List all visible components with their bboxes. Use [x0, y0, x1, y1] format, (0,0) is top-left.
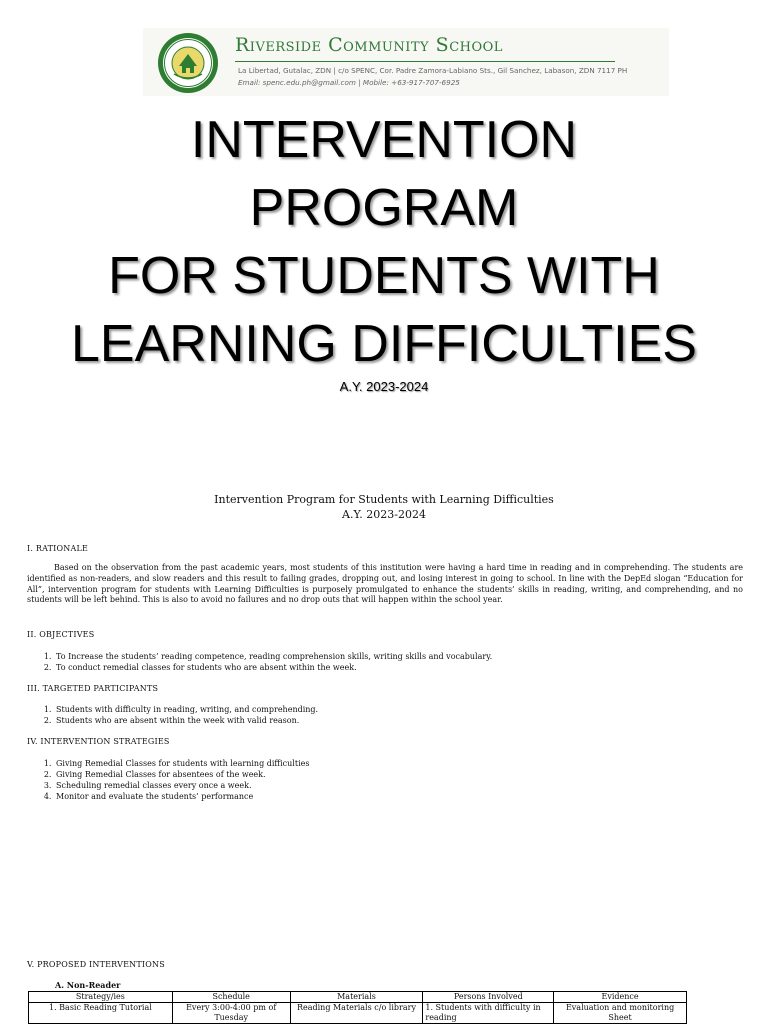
list-item: 1. To Increase the students’ reading competence, reading comprehension skills, writing skills and vocabulary. — [54, 651, 492, 662]
school-name: Riverside Community School — [235, 34, 503, 56]
non-reader-subheading: A. Non-Reader — [55, 980, 121, 990]
objectives-list — [40, 651, 492, 673]
strategies-list — [40, 758, 309, 802]
list-item: 3. Scheduling remedial classes every once a week. — [54, 780, 309, 791]
cover-title-line: LEARNING DIFFICULTIES — [70, 315, 697, 373]
column-header: Strategy/ies — [29, 992, 173, 1003]
document-title-block — [0, 492, 768, 522]
table-cell: Reading Materials c/o library — [290, 1003, 423, 1024]
table-row — [29, 1003, 687, 1024]
proposed-heading: V. PROPOSED INTERVENTIONS — [27, 960, 165, 969]
list-item: 1. Students with difficulty in reading, writing, and comprehending. — [54, 704, 318, 715]
table-cell: Every 3:00-4:00 pm of Tuesday — [172, 1003, 290, 1024]
cover-title — [0, 106, 768, 378]
document-year: A.Y. 2023-2024 — [342, 508, 426, 521]
cover-title-line: PROGRAM — [249, 179, 519, 237]
list-item: 4. Monitor and evaluate the students’ performance — [54, 791, 309, 802]
letterhead-rule — [235, 61, 615, 62]
table-header-row — [29, 992, 687, 1003]
table-cell: Evaluation and monitoring Sheet — [554, 1003, 687, 1024]
document-title: Intervention Program for Students with Learning Difficulties — [214, 493, 554, 506]
rationale-heading: I. RATIONALE — [27, 544, 88, 553]
list-item: 2. To conduct remedial classes for students who are absent within the week. — [54, 662, 492, 673]
rationale-text: Based on the observation from the past academic years, most students of this institution were having a hard time in reading and in comprehending. The students are identified as non-readers, and slow readers and this result to failing grades, dropping out, and losing interest in going to school. In line with the DepEd slogan “Education for All”, intervention program for students with Learning Difficulties is purposely promulgated to enhance the students’ skills in reading, writing, and comprehending, and no students will be left behind. This is also to avoid no failures and no drop outs that will happen within the school year. — [27, 563, 743, 605]
column-header: Schedule — [172, 992, 290, 1003]
school-contact: Email: spenc.edu.ph@gmail.com | Mobile: +63-917-707-6925 — [238, 78, 460, 87]
column-header: Evidence — [554, 992, 687, 1003]
list-item: 2. Giving Remedial Classes for absentees of the week. — [54, 769, 309, 780]
school-address: La Libertad, Gutalac, ZDN | c/o SPENC, Cor. Padre Zamora-Labiano Sts., Gil Sanchez, Labason, ZDN 7117 PH — [238, 66, 628, 75]
table-cell: 1. Basic Reading Tutorial — [29, 1003, 173, 1024]
cover-title-line: FOR STUDENTS WITH — [108, 247, 660, 305]
school-seal-logo — [157, 32, 219, 94]
column-header: Materials — [290, 992, 423, 1003]
participants-heading: III. TARGETED PARTICIPANTS — [27, 684, 159, 693]
cover-title-line: INTERVENTION — [190, 111, 578, 169]
objectives-heading: II. OBJECTIVES — [27, 630, 95, 639]
interventions-table — [28, 991, 687, 1024]
column-header: Persons Involved — [423, 992, 554, 1003]
participants-list — [40, 704, 318, 726]
list-item: 1. Giving Remedial Classes for students with learning difficulties — [54, 758, 309, 769]
strategies-heading: IV. INTERVENTION STRATEGIES — [27, 737, 170, 746]
table-cell: 1. Students with difficulty in reading — [423, 1003, 554, 1024]
cover-academic-year: A.Y. 2023-2024 — [339, 379, 429, 394]
list-item: 2. Students who are absent within the week with valid reason. — [54, 715, 318, 726]
letterhead — [143, 28, 669, 96]
